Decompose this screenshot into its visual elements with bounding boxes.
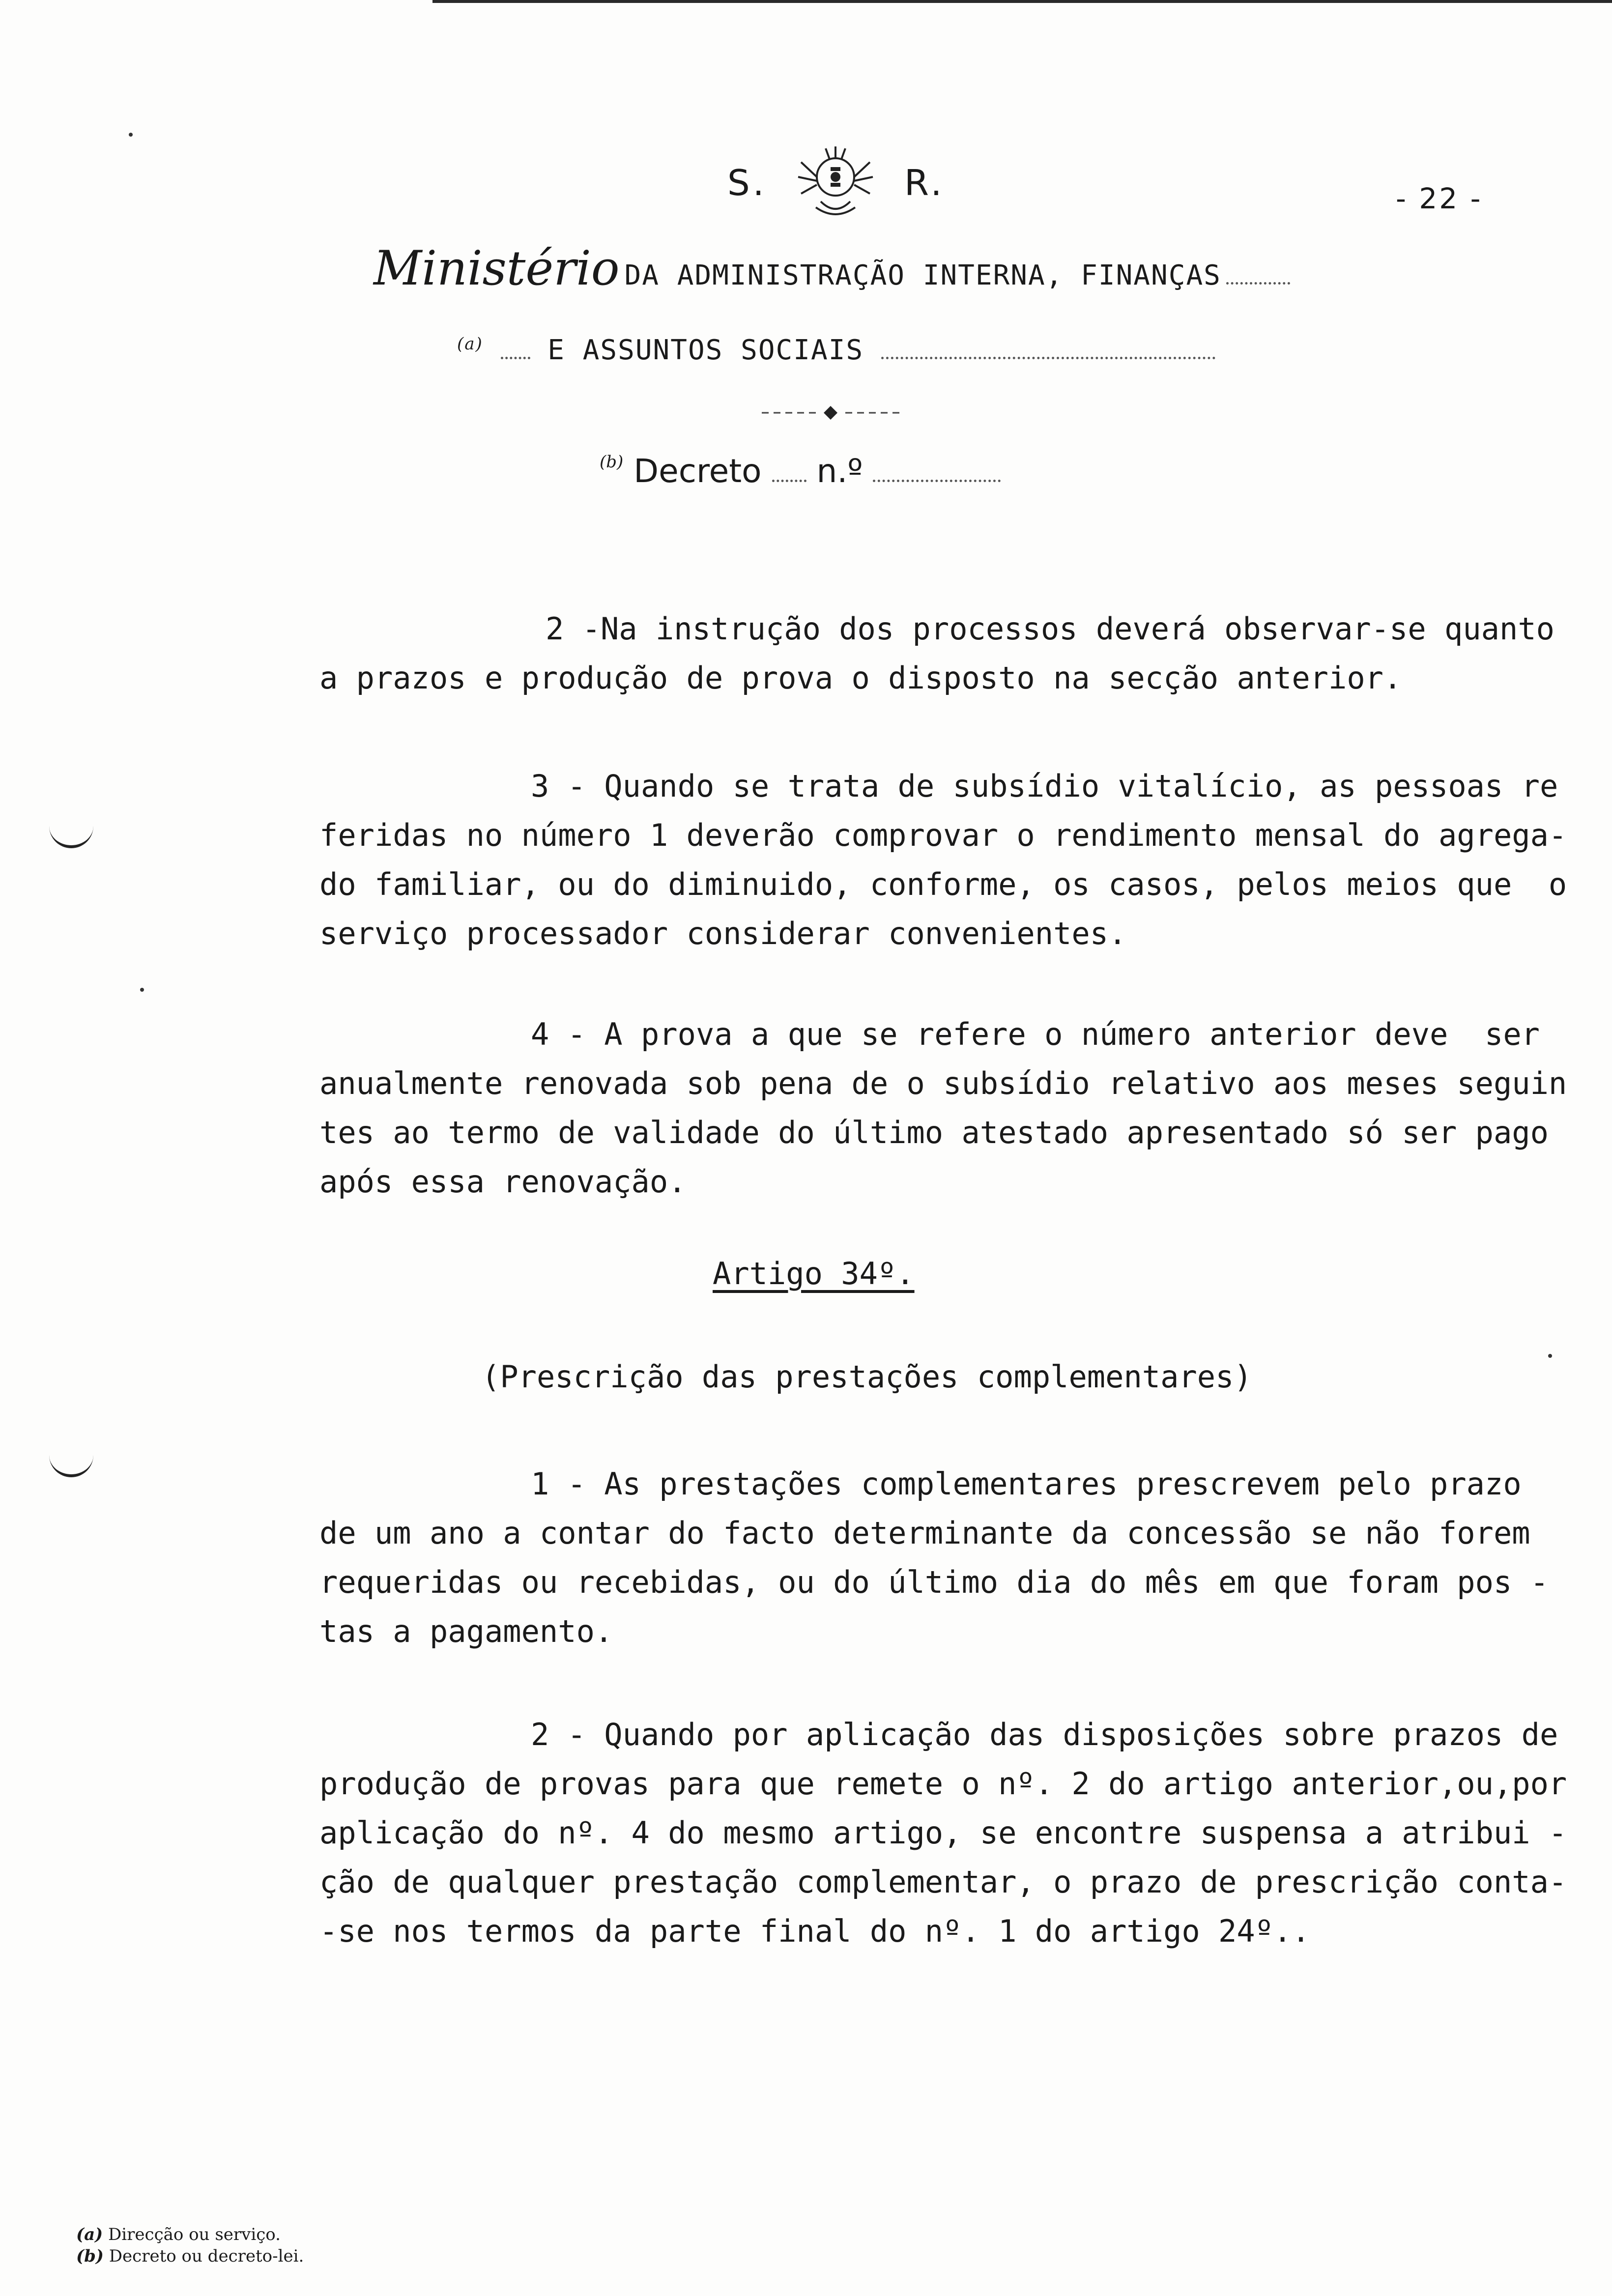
text-line: tes ao termo de validade do último atestado apresentado só ser pago (319, 1115, 1549, 1150)
footnote-a-text: Direcção ou serviço. (108, 2225, 281, 2244)
seal-left-letter: S. (727, 162, 767, 203)
text-line: 2 - Quando por aplicação das disposições sobre prazos de (531, 1717, 1558, 1752)
text-line: aplicação do nº. 4 do mesmo artigo, se encontre suspensa a atribui - (319, 1815, 1567, 1851)
paragraph-3 (319, 762, 1567, 958)
footnote-marker-b: (b) (600, 452, 624, 472)
text-line: ção de qualquer prestação complementar, o prazo de prescrição conta- (319, 1864, 1567, 1900)
footnote-marker-a: (a) (457, 334, 483, 354)
text-line: -se nos termos da parte final do nº. 1 do artigo 24º.. (319, 1913, 1310, 1949)
footnote-b (76, 2245, 304, 2267)
article-paragraph-2 (319, 1710, 1567, 1956)
ministry-title-line-2 (457, 334, 1215, 366)
ministry-script-label: Ministério (374, 241, 620, 296)
footnote-b-text: Decreto ou decreto-lei. (109, 2246, 304, 2266)
text-line: após essa renovação. (319, 1164, 687, 1200)
text-line: 4 - A prova a que se refere o número anterior deve ser (531, 1016, 1540, 1052)
margin-punch-mark (49, 1455, 93, 1477)
decree-label: Decreto (633, 452, 762, 490)
ministry-name-continued: E ASSUNTOS SOCIAIS (547, 334, 864, 366)
text-line: requeridas ou recebidas, ou do último dia do mês em que foram pos - (319, 1564, 1549, 1600)
fill-in-dots (873, 474, 1001, 482)
footnote-b-key: (b) (76, 2246, 104, 2266)
coat-of-arms-icon (786, 143, 885, 221)
text-line: 1 - As prestações complementares prescrevem pelo prazo (531, 1466, 1522, 1502)
paragraph-4 (319, 1010, 1567, 1206)
article-title: Artigo 34º. (713, 1256, 915, 1292)
fill-in-dots (501, 351, 530, 359)
text-line: produção de provas para que remete o nº. 2 do artigo anterior,ou,por (319, 1766, 1567, 1802)
seal-right-letter: R. (904, 162, 945, 203)
letterhead-seal (718, 143, 973, 231)
fill-in-dots (881, 351, 1215, 359)
text-line: do familiar, ou do diminuido, conforme, os casos, pelos meios que o (319, 866, 1567, 902)
text-line: anualmente renovada sob pena de o subsídio relativo aos meses seguin (319, 1065, 1567, 1101)
text-line: serviço processador considerar convenientes. (319, 916, 1127, 951)
text-line: feridas no número 1 deverão comprovar o rendimento mensal do agrega- (319, 817, 1567, 853)
article-subtitle: (Prescrição das prestações complementares) (482, 1359, 1252, 1395)
ministry-name: DA ADMINISTRAÇÃO INTERNA, FINANÇAS (624, 259, 1221, 291)
margin-punch-mark (49, 826, 93, 848)
page-number: - 22 - (1396, 182, 1483, 215)
footnote-a (76, 2224, 304, 2245)
ornament-divider-icon (757, 403, 904, 423)
footnote-a-key: (a) (76, 2225, 103, 2244)
paragraph-2 (319, 604, 1558, 703)
article-paragraph-1 (319, 1460, 1558, 1656)
decree-heading (600, 452, 1001, 490)
fill-in-dots (772, 474, 806, 482)
fill-in-dots (1226, 276, 1290, 285)
ministry-title-line (374, 241, 1290, 296)
text-line: tas a pagamento. (319, 1613, 613, 1649)
text-line: a prazos e produção de prova o disposto na secção anterior. (319, 660, 1402, 696)
scan-speck (140, 988, 144, 992)
footnotes (76, 2224, 304, 2267)
text-line: de um ano a contar do facto determinante da concessão se não forem (319, 1515, 1530, 1551)
scan-speck (1548, 1354, 1552, 1358)
text-line: 3 - Quando se trata de subsídio vitalício, as pessoas re (531, 768, 1558, 804)
top-rule (432, 0, 1612, 3)
decree-number-label: n.º (816, 452, 863, 490)
text-line: 2 -Na instrução dos processos deverá observar-se quanto (546, 611, 1554, 647)
scan-speck (129, 133, 133, 137)
